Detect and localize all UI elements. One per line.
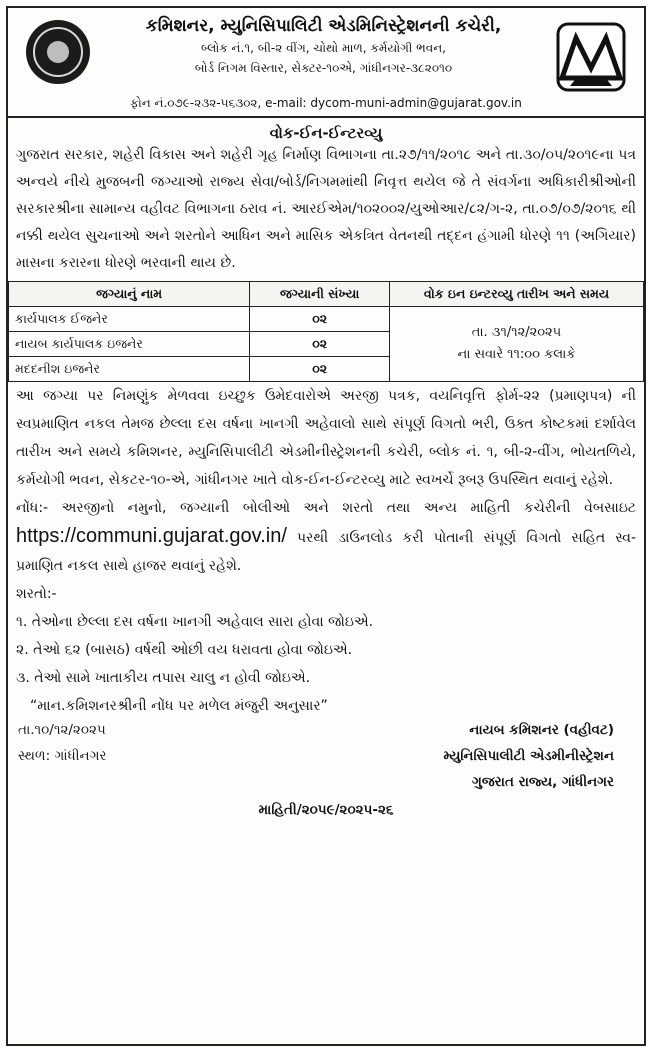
post-count: ૦૨ — [250, 357, 390, 382]
header-walkin: વોક ઇન ઇન્ટરવ્યુ તારીખ અને સમય — [389, 282, 643, 307]
table-row — [9, 307, 644, 332]
table-header-row — [9, 282, 644, 307]
condition-item: ૩. તેઓ સામે ખાતાકીય તપાસ ચાલુ ન હોવી જોઇએ. — [16, 670, 311, 686]
walkin-cell — [389, 307, 643, 382]
post-count: ૦૨ — [250, 332, 390, 357]
government-emblem-icon — [26, 20, 90, 84]
notice-title: વોક-ઈન-ઈન્ટરવ્યુ — [269, 124, 383, 142]
condition-item: ૧. તેઓના છેલ્લા દસ વર્ષના ખાનગી અહેવાલ સારા હોવા જોઇએ. — [16, 614, 374, 630]
post-name: નાયબ કાર્યપાલક ઇજનેર — [9, 332, 250, 357]
signatory-office: મ્યુનિસિપાલીટી એડમીનીસ્ટ્રેશન — [443, 748, 614, 764]
issue-date: તા.૧૦/૧૨/૨૦૨૫ — [18, 722, 106, 738]
signatory-designation: નાયબ કમિશનર (વહીવટ) — [469, 722, 614, 738]
address-line-1: બ્લોક નં.૧, બી-૨ વીંગ, ચોથો માળ, કર્મયોગી ભવન, — [201, 41, 446, 55]
condition-item: ૨. તેઓ ૬૨ (બાસઠ) વર્ષથી ઓછી વય ધરાવતા હોવા જોઇએ. — [16, 642, 353, 658]
municipality-logo-icon — [552, 18, 630, 96]
note-text-before: નોંધ:- અરજીનો નમુનો, જગ્યાની બોલીઓ અને શરતો તથા અન્ય માહિતી કચેરીની વેબસાઇટ — [16, 500, 636, 516]
address-line-2: બોર્ડ નિગમ વિસ્તાર, સેક્ટર-૧૦એ, ગાંધીનગર-૩૮૨૦૧૦ — [194, 61, 453, 75]
header-post-name: જગ્યાનું નામ — [9, 282, 250, 307]
office-email: e-mail: dycom-muni-admin@gujarat.gov.in — [265, 96, 522, 110]
intro-paragraph: ગુજરાત સરકાર, શહેરી વિકાસ અને શહેરી ગૃહ નિર્માણ વિભાગના તા.૨૭/૧૧/૨૦૧૮ અને તા.૩૦/૦૫/૨૦૧૯ના પત્ર અન્વયે નીચે મુજબની જગ્યાઓ રાજ્ય સેવા/બોર્ડ/નિગમમાંથી નિવૃત્ત થયેલ જે તે સંવર્ગના અધિકારીશ્રીઓની સરકારશ્રીના સામાન્ય વહીવટ વિભાગના ઠરાવ નં. આરઈએમ/૧૦૨૦૦૨/યુઓઆર/૮૨/ગ-૨, તા.૦૭/૦૭/૨૦૧૬ થી નક્કી થયેલ સુચનાઓ અને શરતોને આધિન અને માસિક એકત્રિત વેતનથી તદ્દન હંગામી ધોરણે ૧૧ (અગિયાર) માસના કરારના ધોરણે ભરવાની થાય છે. — [16, 147, 636, 271]
website-link[interactable]: https://communi.gujarat.gov.in/ — [16, 525, 287, 547]
approval-note: “માન.કમિશનરશ્રીની નોંધ પર મળેલ મંજુરી અનુસાર” — [30, 698, 328, 714]
instructions-paragraph: આ જગ્યા પર નિમણુંક મેળવવા ઇચ્છુક ઉમેદવારોએ અરજી પત્રક, વયનિવૃત્તિ ફોર્મ-૨૨ (પ્રમાણપત્ર) ની સ્વપ્રમાણિત નકલ તેમજ છેલ્લા દસ વર્ષના ખાનગી અહેવાલો સાથે સંપૂર્ણ વિગતો ભરી, ઉક્ત કોષ્ટકમાં દર્શાવેલ તારીખ અને સમયે કમિશનર, મ્યુનિસિપાલીટી એડમીનીસ્ટ્રેશનની કચેરી, બ્લોક નં. ૧, બી-૨-વીંગ, ભોયતળિયે, કર્મયોગી ભવન, સેકટર-૧૦-એ, ગાંધીનગર ખાતે વોક-ઈન-ઈન્ટરવ્યુ માટે સ્વખર્ચે રૂબરૂ ઉપસ્થિત થવાનું રહેશે. — [16, 388, 636, 488]
walkin-time: ના સવારે ૧૧:૦૦ કલાકે — [457, 347, 576, 362]
office-phone: ફોન નં.૦૭૯-૨૩૨-૫૬૩૦૨, — [130, 96, 262, 110]
post-name: કાર્યપાલક ઈજનેર — [9, 307, 250, 332]
conditions-heading: શરતો:- — [16, 586, 57, 602]
issue-place: સ્થળ: ગાંધીનગર — [18, 748, 107, 764]
reference-number: માહિતી/૨૦૫૯/૨૦૨૫-૨૬ — [258, 802, 394, 818]
letterhead — [8, 8, 644, 118]
post-count: ૦૨ — [250, 307, 390, 332]
notice-page — [6, 6, 646, 1046]
office-name: કમિશનર, મ્યુનિસિપાલિટી એડમિનિસ્ટ્રેશનની કચેરી, — [145, 16, 502, 36]
header-post-count: જગ્યાની સંખ્યા — [250, 282, 390, 307]
posts-table — [8, 281, 644, 382]
note-text-after: પરથી ડાઉનલોડ કરી પોતાની સંપૂર્ણ વિગતો સહિત સ્વ-પ્રમાણિત નકલ સાથે હાજર થવાનું રહેશે. — [16, 530, 636, 574]
walkin-date: તા. ૩૧/૧૨/૨૦૨૫ — [471, 325, 562, 340]
note-paragraph — [8, 494, 644, 580]
signatory-state: ગુજરાત રાજ્ય, ગાંધીનગર — [472, 774, 614, 790]
post-name: મદદનીશ ઇજનેર — [9, 357, 250, 382]
